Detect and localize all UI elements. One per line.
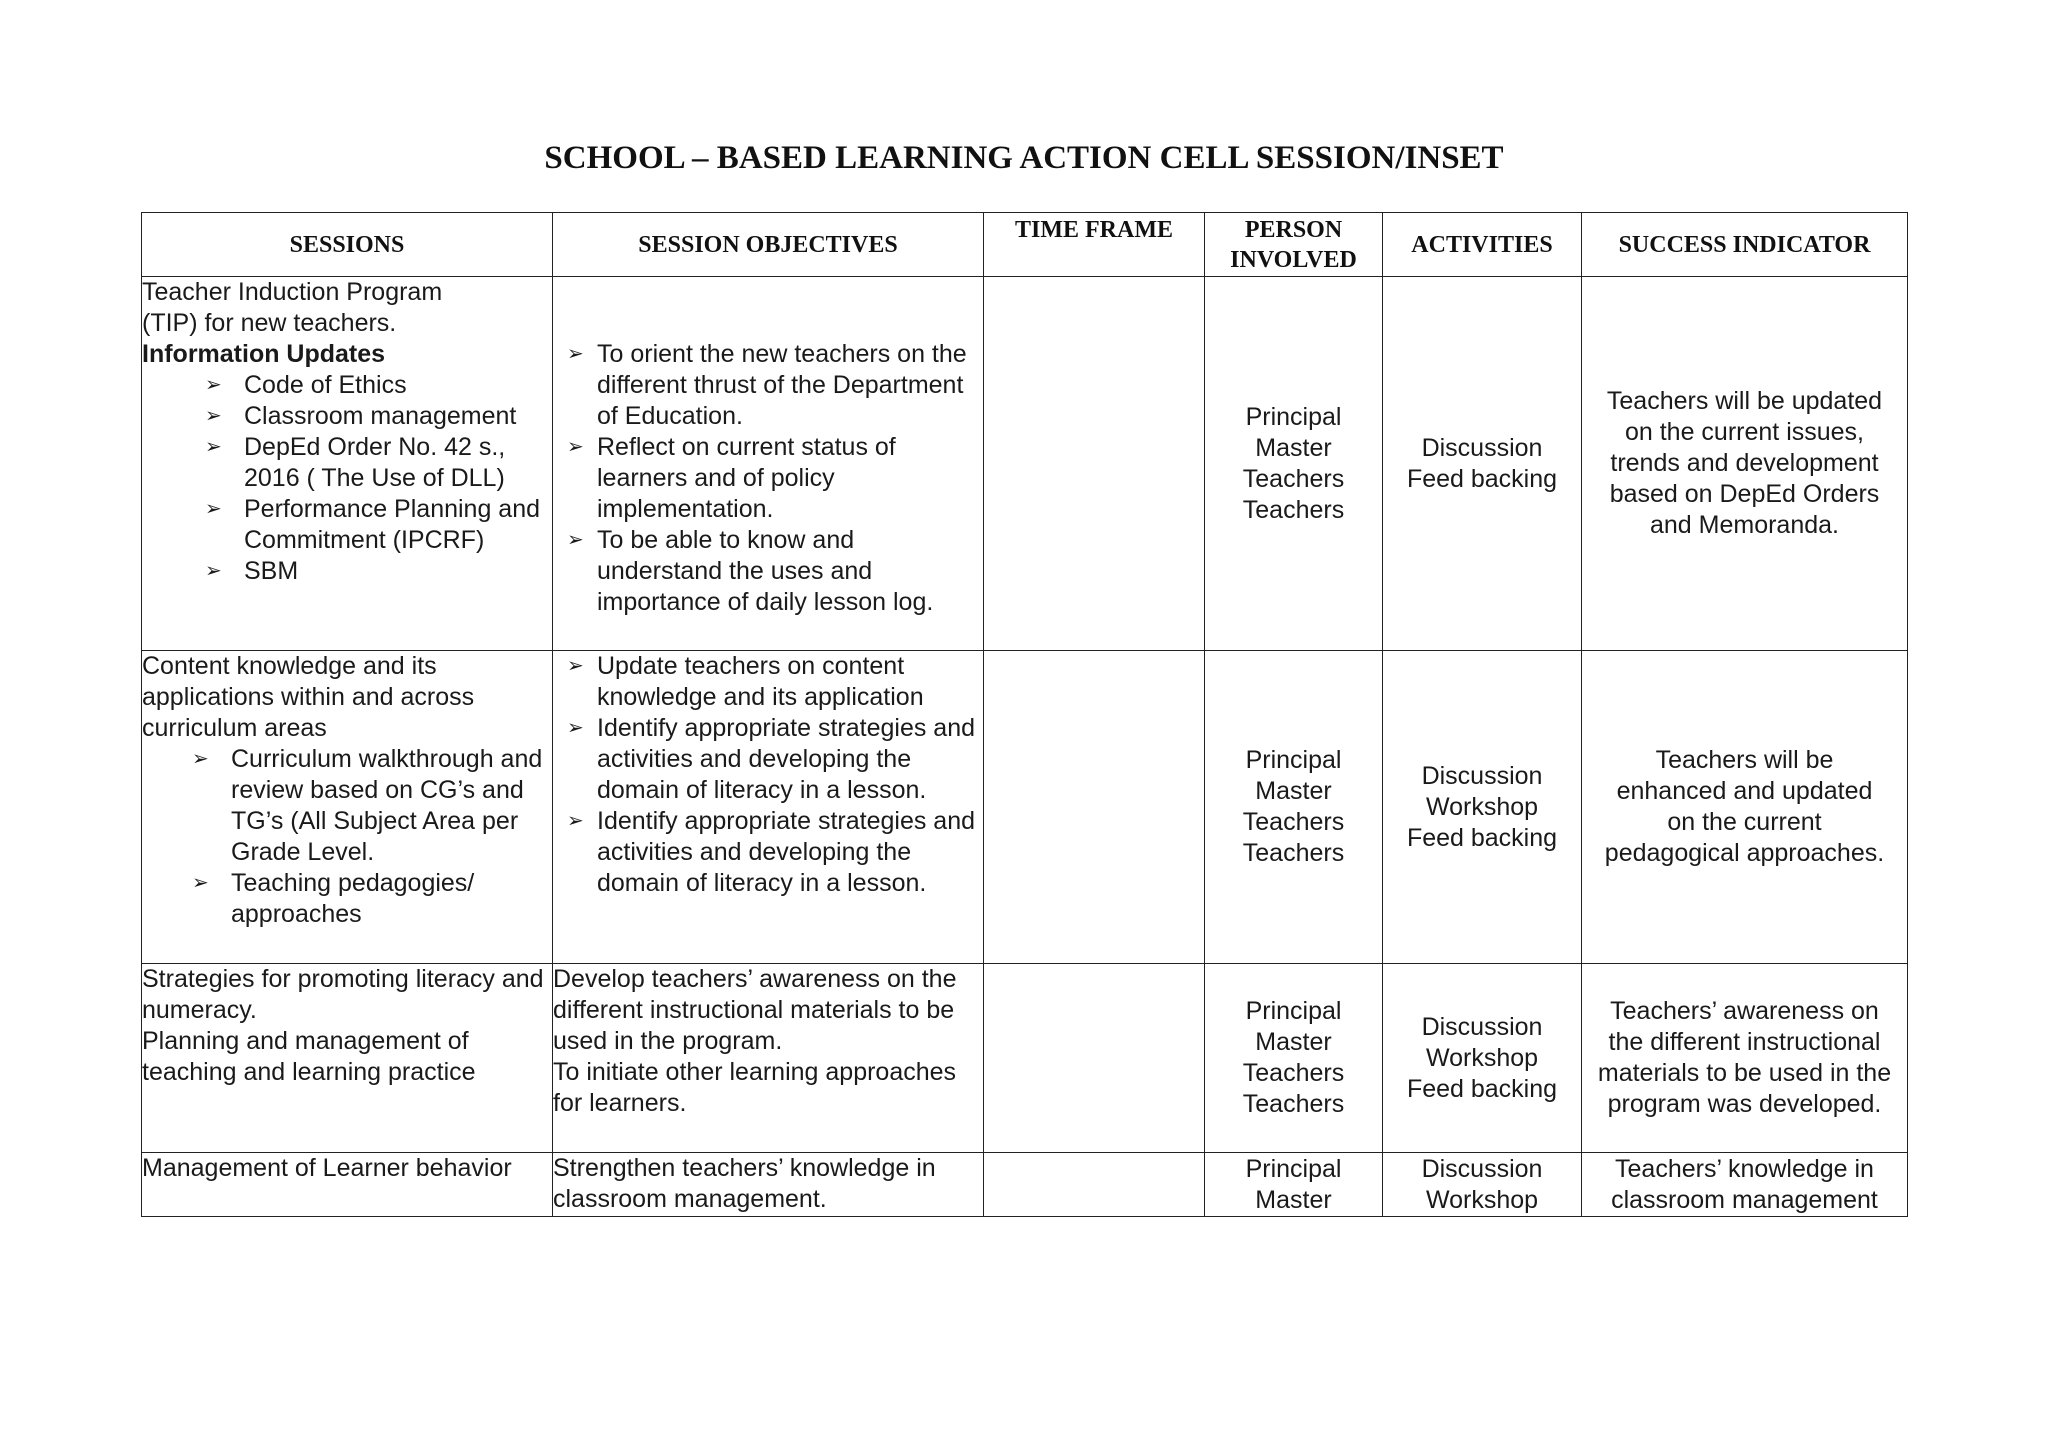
session-cell <box>142 964 553 1153</box>
objectives-cell <box>553 277 984 651</box>
time-frame-cell <box>984 651 1205 964</box>
header-sessions: SESSIONS <box>142 213 553 277</box>
list-item: ➢ To orient the new teachers on the different thrust of the Department of Education. <box>567 340 967 430</box>
session-text: Planning and management of teaching and learning practice <box>142 1027 476 1086</box>
list-item: ➢ SBM <box>205 557 299 585</box>
arrow-bullet-icon: ➢ <box>205 374 222 396</box>
session-text: (TIP) for new teachers. <box>142 309 397 337</box>
lac-session-table <box>141 212 1908 1217</box>
header-person-involved: PERSON INVOLVED <box>1205 213 1383 277</box>
objectives-cell <box>553 964 984 1153</box>
table-row <box>142 277 1908 651</box>
success-indicator-cell: Teachers will be updated on the current issues, trends and development based on DepEd Orders and Memoranda. <box>1582 277 1908 651</box>
time-frame-cell <box>984 1153 1205 1217</box>
header-success-indicator: SUCCESS INDICATOR <box>1582 213 1908 277</box>
arrow-bullet-icon: ➢ <box>567 655 584 677</box>
arrow-bullet-icon: ➢ <box>567 810 584 832</box>
session-item-list <box>142 370 552 587</box>
page-title: SCHOOL – BASED LEARNING ACTION CELL SESSION/INSET <box>544 140 1504 176</box>
arrow-bullet-icon: ➢ <box>205 405 222 427</box>
session-item-list <box>142 744 552 930</box>
table-row <box>142 1153 1908 1217</box>
success-indicator-cell: Teachers will be enhanced and updated on the current pedagogical approaches. <box>1582 651 1908 964</box>
objectives-cell <box>553 651 984 964</box>
arrow-bullet-icon: ➢ <box>567 717 584 739</box>
list-item: ➢ DepEd Order No. 42 s., 2016 ( The Use of DLL) <box>205 433 506 492</box>
activities-cell: Discussion Workshop <box>1383 1153 1582 1217</box>
objective-list <box>553 651 983 899</box>
arrow-bullet-icon: ➢ <box>192 748 209 770</box>
success-indicator-cell: Teachers’ awareness on the different instructional materials to be used in the program was developed. <box>1582 964 1908 1153</box>
table-header-row <box>142 213 1908 277</box>
time-frame-cell <box>984 964 1205 1153</box>
person-involved-cell: Principal Master Teachers Teachers <box>1205 277 1383 651</box>
list-item: ➢ Identify appropriate strategies and activities and developing the domain of literacy in a lesson. <box>567 807 976 897</box>
list-item: ➢ Classroom management <box>205 402 517 430</box>
session-cell: Management of Learner behavior <box>142 1153 553 1217</box>
header-session-objectives: SESSION OBJECTIVES <box>553 213 984 277</box>
arrow-bullet-icon: ➢ <box>192 872 209 894</box>
activities-cell: Discussion Workshop Feed backing <box>1383 964 1582 1153</box>
session-text: Strategies for promoting literacy and numeracy. <box>142 965 544 1024</box>
objective-text: To initiate other learning approaches for learners. <box>553 1058 957 1117</box>
table-row <box>142 964 1908 1153</box>
session-cell <box>142 651 553 964</box>
arrow-bullet-icon: ➢ <box>205 436 222 458</box>
table-row <box>142 651 1908 964</box>
activities-cell: Discussion Feed backing <box>1383 277 1582 651</box>
list-item: ➢ To be able to know and understand the uses and importance of daily lesson log. <box>567 526 934 616</box>
list-item: ➢ Reflect on current status of learners and of policy implementation. <box>567 433 896 523</box>
objective-text: Develop teachers’ awareness on the different instructional materials to be used in the program. <box>553 965 957 1055</box>
objectives-cell: Strengthen teachers’ knowledge in classroom management. <box>553 1153 984 1217</box>
person-involved-cell: Principal Master Teachers Teachers <box>1205 964 1383 1153</box>
activities-cell: Discussion Workshop Feed backing <box>1383 651 1582 964</box>
arrow-bullet-icon: ➢ <box>205 560 222 582</box>
header-activities: ACTIVITIES <box>1383 213 1582 277</box>
arrow-bullet-icon: ➢ <box>205 498 222 520</box>
list-item: ➢ Identify appropriate strategies and activities and developing the domain of literacy in a lesson. <box>567 714 976 804</box>
list-item: ➢ Curriculum walkthrough and review based on CG’s and TG’s (All Subject Area per Grade Level. <box>192 745 543 866</box>
objective-list <box>553 339 983 618</box>
time-frame-cell <box>984 277 1205 651</box>
list-item: ➢ Teaching pedagogies/ approaches <box>192 869 475 928</box>
session-text: Teacher Induction Program <box>142 278 443 306</box>
session-heading: Information Updates <box>142 340 386 368</box>
arrow-bullet-icon: ➢ <box>567 529 584 551</box>
list-item: ➢ Update teachers on content knowledge and its application <box>567 652 924 711</box>
session-cell <box>142 277 553 651</box>
list-item: ➢ Code of Ethics <box>205 371 407 399</box>
header-time-frame: TIME FRAME <box>984 213 1205 277</box>
person-involved-cell: Principal Master Teachers Teachers <box>1205 651 1383 964</box>
arrow-bullet-icon: ➢ <box>567 343 584 365</box>
session-text: Content knowledge and its applications within and across curriculum areas <box>142 652 475 742</box>
arrow-bullet-icon: ➢ <box>567 436 584 458</box>
list-item: ➢ Performance Planning and Commitment (IPCRF) <box>205 495 541 554</box>
success-indicator-cell: Teachers’ knowledge in classroom management <box>1582 1153 1908 1217</box>
person-involved-cell: Principal Master <box>1205 1153 1383 1217</box>
